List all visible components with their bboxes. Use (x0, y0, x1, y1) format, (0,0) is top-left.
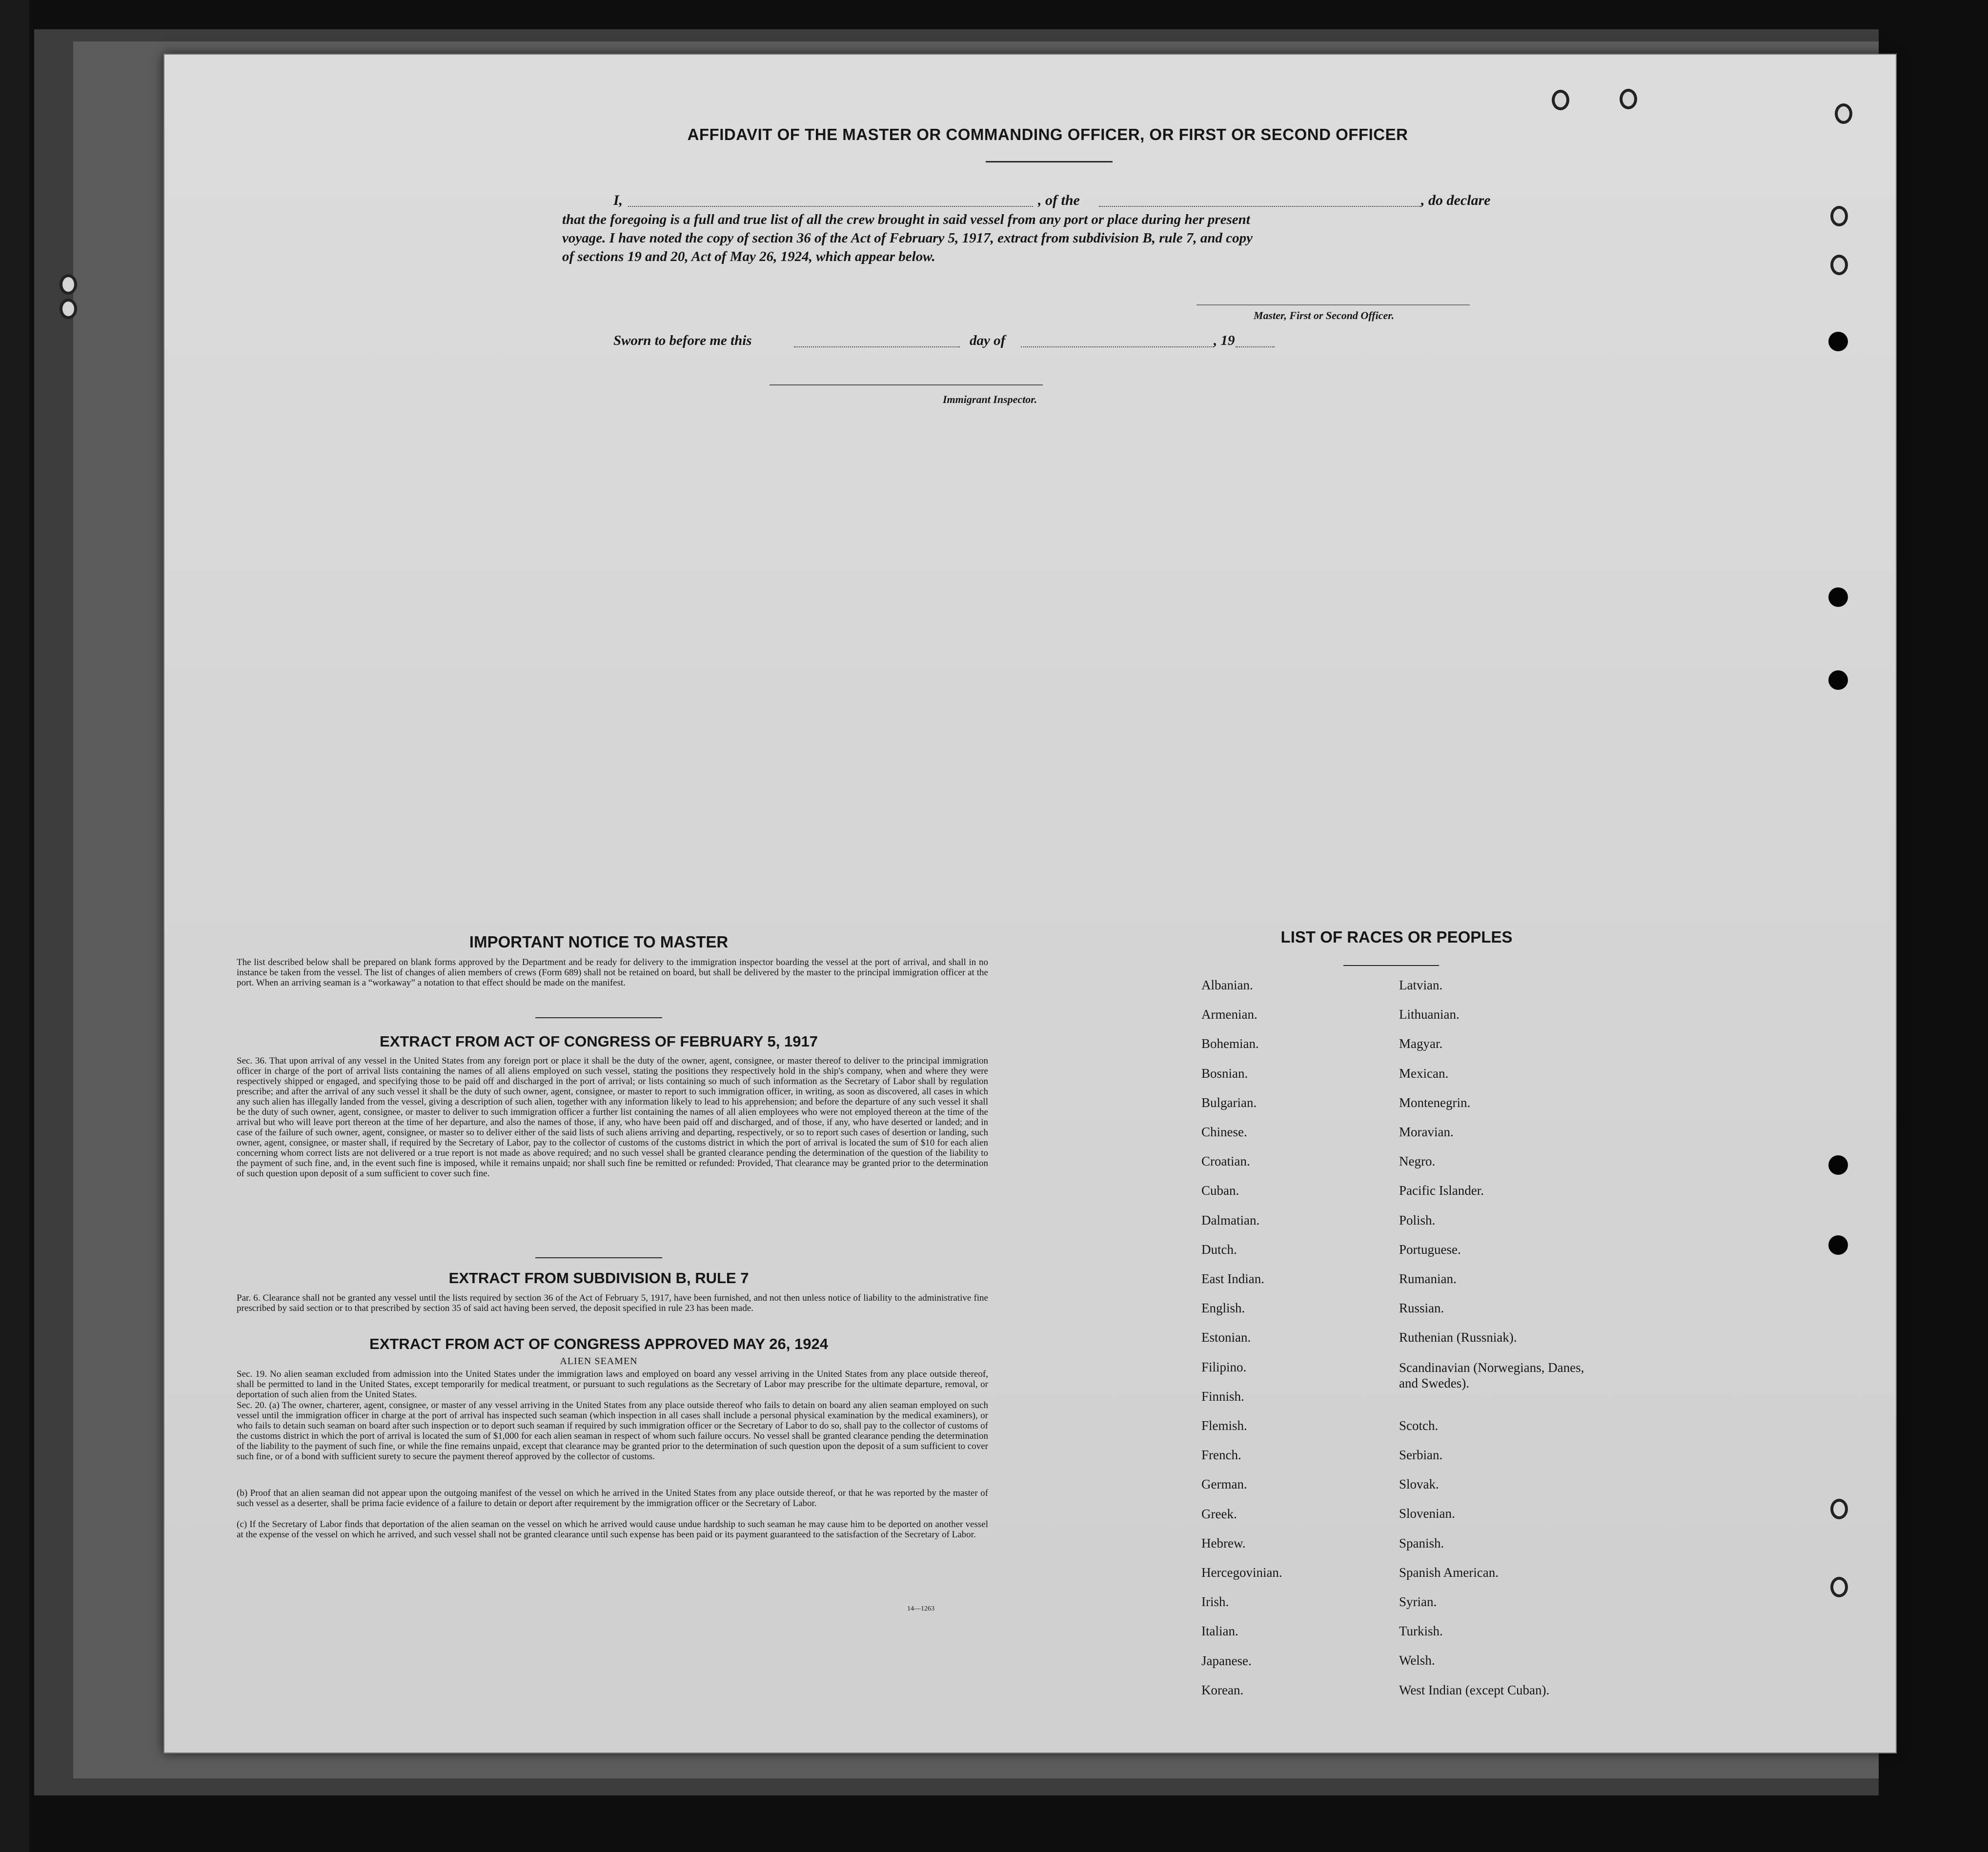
notice-title: IMPORTANT NOTICE TO MASTER (469, 933, 729, 951)
document-page (163, 54, 1897, 1753)
race-item: Albanian. (1201, 978, 1253, 992)
extract-1917-body: Sec. 36. That upon arrival of any vessel in the United States from any foreign port or place it shall be the duty of the owner, agent, consignee, or master thereof to deliver to the principal immigration officer in charge of the port of arrival lists containing the names of all aliens employed on such vessel, stating the positions they respectively hold in the ship's company, when and where they were respectively shipped or engaged, and specifying those to be paid off and discharged in the port of arrival; or lists containing so much of such information as the Secretary of Labor shall by regulation prescribe; and after the arrival of any such vessel it shall be the duty of such owner, agent, consignee, or master to report to such immigration officer, in writing, as soon as discovered, all cases in which any such alien has illegally landed from the vessel, giving a description of such alien, together with any information likely to lead to his apprehension; and before the departure of any such vessel it shall be the duty of such owner, agent, consignee, or master to deliver to such immigration officer a further list containing the names of all alien employees who were not employed thereon at the time of the arrival but who will leave port thereon at the time of her departure, and also the names of those, if any, who have been paid off and discharged, and of those, if any, who have deserted or landed; and in case of the failure of such owner, agent, consignee, or master so to deliver either of the said lists of such aliens arriving and departing, respectively, or so to report such cases of desertion or landing, such owner, agent, consignee, or master shall, if required by the Secretary of Labor, pay to the collector of customs of the customs district in which the port of arrival is located the sum of $10 for each alien concerning whom correct lists are not delivered or a true report is not made as above required; and no such vessel shall be granted clearance pending the determination of the question of the liability to the payment of such fine, and, in the event such fine is imposed, while it remains unpaid; nor shall such fine be remitted or refunded: Provided, That clearance may be granted prior to the determination of such question upon deposit of a sum sufficient to cover such fine. (237, 1056, 988, 1179)
form-number: 14—1263 (907, 1605, 934, 1612)
punch-hole (1828, 670, 1848, 690)
sec-20c-body: (c) If the Secretary of Labor finds that deportation of the alien seaman on the vessel on which he arrived would cause undue hardship to such seaman he may cause him to be deported on another vessel at the expense of the vessel on which he arrived, and such vessel shall not be granted clearance until such expense has been paid or its payment guaranteed to the satisfaction of the Secretary of Labor. (237, 1519, 988, 1540)
race-item: Armenian. (1201, 1007, 1258, 1022)
race-item: Dalmatian. (1201, 1212, 1260, 1228)
race-item: Filipino. (1201, 1359, 1247, 1374)
sworn-year-line[interactable] (1236, 346, 1275, 347)
alien-seamen-subtitle: ALIEN SEAMEN (560, 1356, 638, 1367)
race-item: German. (1201, 1477, 1247, 1492)
rule-7-body: Par. 6. Clearance shall not be granted any vessel until the lists required by section 36 of the Act of February 5, 1917, have been furnished, and not then unless notice of liability to the administrative fine prescribed by said section or to that prescribed by section 35 of said act having been served, the deposit specified in rule 23 has been made. (237, 1293, 988, 1313)
race-item: West Indian (except Cuban). (1399, 1682, 1550, 1697)
race-item: Italian. (1201, 1624, 1238, 1639)
notice-body: The list described below shall be prepared on blank forms approved by the Department and be ready for delivery to the immigration inspector boarding the vessel at the port of arrival, and shall in no instance be taken from the vessel. The list of changes of alien members of crews (Form 689) shall not be retained on board, but shall be delivered by the master to the principal immigration officer at the port. When an arriving seaman is a “workaway” a notation to that effect should be made on the manifest. (237, 957, 988, 988)
punch-hole (1828, 1235, 1848, 1255)
affidavit-i-label: I, (613, 192, 623, 208)
punch-hole (1828, 1155, 1848, 1175)
race-item: Slovak. (1399, 1477, 1439, 1492)
punch-hole (60, 299, 77, 319)
punch-hole (1552, 90, 1569, 110)
extract-1917-divider (535, 1257, 662, 1258)
race-item: Moravian. (1399, 1125, 1454, 1139)
affidavit-of-the-label: , of the (1038, 192, 1080, 208)
race-item: Pacific Islander. (1399, 1183, 1484, 1198)
race-item: Rumanian. (1399, 1271, 1457, 1286)
sworn-label: Sworn to before me this (613, 333, 752, 348)
punch-hole (1830, 255, 1848, 275)
sworn-day-line[interactable] (794, 346, 960, 347)
race-item: Croatian. (1201, 1154, 1250, 1169)
punch-hole (1830, 1499, 1848, 1519)
affidavit-do-declare-label: , do declare (1421, 192, 1491, 208)
race-item: Syrian. (1399, 1594, 1437, 1609)
race-item: Lithuanian. (1399, 1007, 1460, 1022)
master-signature-label: Master, First or Second Officer. (1254, 309, 1395, 322)
race-item: Cuban. (1201, 1183, 1239, 1198)
race-item: Welsh. (1399, 1653, 1435, 1668)
race-item: Hebrew. (1201, 1535, 1246, 1550)
race-item: French. (1201, 1448, 1241, 1463)
race-item: Irish. (1201, 1594, 1229, 1610)
race-item: Portuguese. (1399, 1242, 1461, 1257)
race-item: Latvian. (1399, 978, 1443, 992)
race-item: Estonian. (1201, 1330, 1251, 1345)
vessel-name-line[interactable] (1099, 206, 1421, 207)
race-item: Korean. (1201, 1682, 1244, 1697)
affidavit-line-3: voyage. I have noted the copy of section 36 of the Act of February 5, 1917, extract from subdivision B, rule 7, and copy (562, 230, 1253, 246)
race-item: East Indian. (1201, 1271, 1264, 1286)
punch-hole (1830, 1577, 1848, 1597)
punch-hole (1828, 587, 1848, 607)
binding-strip (0, 0, 29, 1852)
race-item: Bulgarian. (1201, 1095, 1257, 1110)
race-item: Hercegovinian. (1201, 1565, 1282, 1580)
race-item: Montenegrin. (1399, 1095, 1471, 1110)
race-item: Bohemian. (1201, 1036, 1259, 1051)
sec-20b-body: (b) Proof that an alien seaman did not appear upon the outgoing manifest of the vessel on which he arrived in the United States from any place outside thereof, or that he was reported by the master of such vessel as a deserter, shall be prima facie evidence of a failure to detain or deport after requirement by the immigration officer or the Secretary of Labor. (237, 1488, 988, 1509)
races-divider (1343, 965, 1439, 966)
title-underline (986, 161, 1113, 162)
race-item: Turkish. (1399, 1624, 1443, 1639)
sworn-month-line[interactable] (1021, 346, 1214, 347)
race-item: Ruthenian (Russniak). (1399, 1330, 1517, 1345)
punch-hole (1620, 89, 1637, 109)
race-item: Bosnian. (1201, 1066, 1248, 1081)
race-item: Polish. (1399, 1212, 1436, 1228)
race-item: Chinese. (1201, 1125, 1247, 1139)
race-item: Slovenian. (1399, 1506, 1455, 1521)
inspector-label: Immigrant Inspector. (943, 393, 1037, 405)
extract-1924-title: EXTRACT FROM ACT OF CONGRESS APPROVED MAY 26, 1924 (369, 1335, 828, 1352)
race-item: Greek. (1201, 1506, 1237, 1521)
punch-hole (1828, 332, 1848, 351)
race-item: Dutch. (1201, 1242, 1237, 1257)
affidavit-line-4: of sections 19 and 20, Act of May 26, 1924, which appear below. (562, 249, 935, 264)
race-item: Spanish. (1399, 1535, 1444, 1550)
race-item: Serbian. (1399, 1448, 1443, 1462)
race-item: English. (1201, 1301, 1245, 1316)
sec-20a-body: Sec. 20. (a) The owner, charterer, agent, consignee, or master of any vessel arriving in the United States from any place outside thereof who fails to detain on board any alien seaman employed on such vessel until the immigration officer in charge at the port of arrival has inspected such seaman (which inspection in all cases shall include a personal physical examination by the medical examiners), or who fails to detain such seaman on board after such inspection or to deport such seaman if required by such immigration officer or the Secretary of Labor to do so, shall pay to the collector of customs of the customs district in which the port of arrival is located the sum of $1,000 for each alien seaman in respect of whom such failure occurs. No vessel shall be granted clearance pending the determination of the liability to the payment of such fine, or while the fine remains unpaid, except that clearance may be granted prior to the determination of such question upon the deposit of a sum sufficient to cover such fine, or of a bond with sufficient surety to secure the payment thereof approved by the collector of customs. (237, 1400, 988, 1462)
affidavit-title: AFFIDAVIT OF THE MASTER OR COMMANDING OFFICER, OR FIRST OR SECOND OFFICER (687, 125, 1408, 143)
notice-divider (535, 1017, 662, 1018)
race-item: Scotch. (1399, 1418, 1439, 1433)
race-item: Flemish. (1201, 1418, 1247, 1433)
race-item: Japanese. (1201, 1653, 1252, 1668)
punch-hole (1830, 206, 1848, 226)
race-item: Magyar. (1399, 1036, 1443, 1051)
race-item: Scandinavian (Norwegians, Danes, and Swedes). (1399, 1360, 1584, 1390)
punch-hole (60, 274, 77, 295)
rule-7-title: EXTRACT FROM SUBDIVISION B, RULE 7 (448, 1269, 749, 1287)
races-title: LIST OF RACES OR PEOPLES (1280, 928, 1513, 946)
year-label: , 19 (1214, 333, 1235, 348)
race-item: Negro. (1399, 1154, 1436, 1169)
sec-19-body: Sec. 19. No alien seaman excluded from admission into the United States under the immigration laws and employed on board any vessel arriving in the United States from any place outside thereof, shall be permitted to land in the United States, except temporarily for medical treatment, or pursuant to such regulations as the Secretary of Labor may prescribe for the ultimate departure, removal, or deportation of such alien from the United States. (237, 1369, 988, 1400)
race-item: Mexican. (1399, 1066, 1449, 1081)
extract-1917-title: EXTRACT FROM ACT OF CONGRESS OF FEBRUARY 5, 1917 (380, 1033, 818, 1050)
day-of-label: day of (970, 333, 1006, 348)
race-item: Russian. (1399, 1301, 1444, 1316)
race-item: Finnish. (1201, 1389, 1244, 1404)
master-name-line[interactable] (628, 206, 1033, 207)
race-item: Spanish American. (1399, 1565, 1499, 1580)
master-signature-line[interactable] (1197, 304, 1470, 305)
affidavit-line-2: that the foregoing is a full and true list of all the crew brought in said vessel from any port or place during her present (562, 212, 1250, 227)
punch-hole (1835, 103, 1852, 124)
inspector-signature-line[interactable] (770, 384, 1043, 385)
